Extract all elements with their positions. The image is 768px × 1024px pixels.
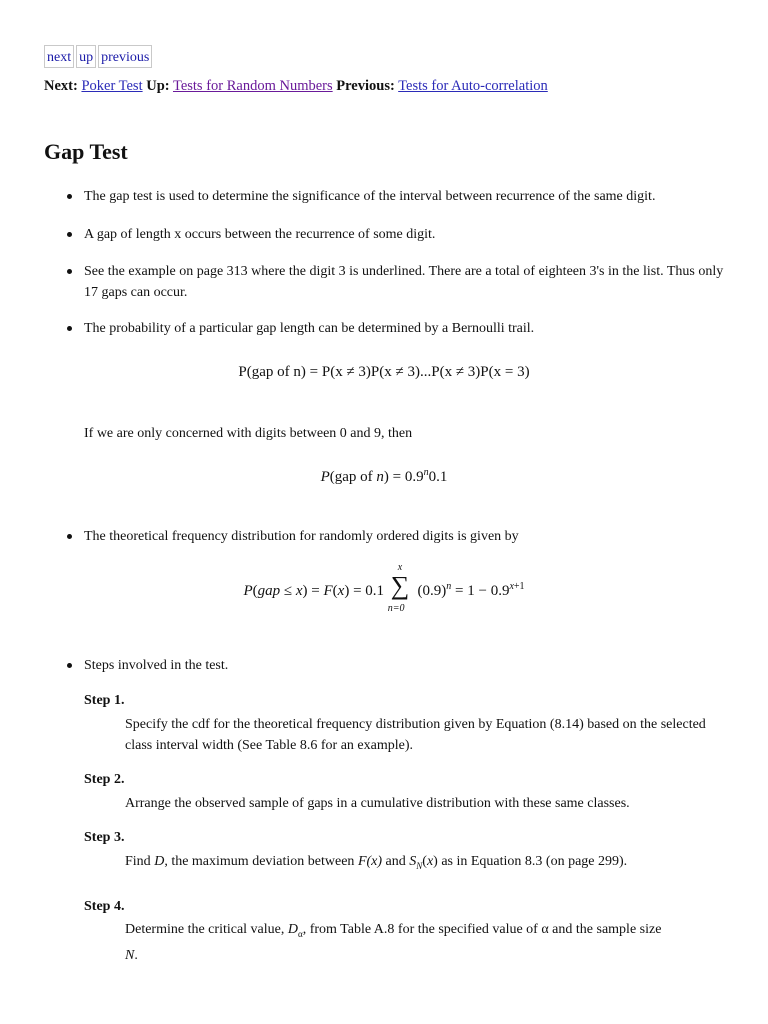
page-title: Gap Test [44, 139, 128, 164]
equation-gap-of-n: P(gap of $n) = 0.9^n0.1$ [320, 467, 448, 485]
previous-link[interactable]: Tests for Auto-correlation [398, 78, 548, 94]
interlude-text: If we are only concerned with digits between 0 and 9, then [84, 426, 413, 441]
list-item: The theoretical frequency distribution for randomly ordered digits is given by [84, 526, 724, 547]
step-text: Arrange the observed sample of gaps in a cumulative distribution with these same classes. [125, 796, 630, 811]
up-link[interactable]: Tests for Random Numbers [172, 78, 333, 94]
step-label: Step 1. [84, 693, 125, 708]
previous-label: Previous: [336, 78, 395, 94]
next-link[interactable]: Poker Test [81, 78, 143, 94]
previous-button[interactable]: previous [98, 45, 152, 68]
next-button[interactable]: next [44, 45, 74, 68]
step-text: Determine the critical value, $D_\alpha$, from Table A.8 for the specified value of α and the sample size N. [125, 922, 662, 963]
list-item: See the example on page 313 where the digit 3 is underlined. There are a total of eighteen 3's in the list. Thus only 17 gaps can occur. [84, 261, 724, 303]
list-item: The gap test is used to determine the significance of the interval between recurrence of the same digit. [84, 186, 724, 207]
up-button[interactable]: up [76, 45, 96, 68]
list-item: The probability of a particular gap length can be determined by a Bernoulli trail. [84, 318, 724, 339]
step-label: Step 4. [84, 899, 125, 914]
summation-symbol: x ∑ n=0 [387, 562, 410, 614]
nav-buttons [44, 45, 154, 69]
step-text: Find D, the maximum deviation between F(x) and $S_N(x)$ as in Equation 8.3 (on page 299). [125, 854, 628, 871]
list-item: A gap of length x occurs between the recurrence of some digit. [84, 224, 724, 245]
equation-gap-probability: P(gap of n) = P(x ≠ 3)P(x ≠ 3)...P(x ≠ 3)P(x = 3) [238, 364, 530, 380]
step-text: Specify the cdf for the theoretical frequency distribution given by Equation (8.14) based on the selected class interval width (See Table 8.6 for an example). [125, 717, 706, 753]
step-label: Step 2. [84, 772, 125, 787]
breadcrumb [44, 78, 548, 95]
step-label: Step 3. [84, 830, 125, 845]
up-label: Up: [146, 78, 170, 94]
equation-cdf: P(gap ≤ x) = F(x) = 0.1 x ∑ n=0 $(0.9)^n = 1 - 0.9^{x+1}$ [243, 562, 525, 614]
list-item: Steps involved in the test. [84, 655, 724, 676]
next-label: Next: [44, 78, 78, 94]
